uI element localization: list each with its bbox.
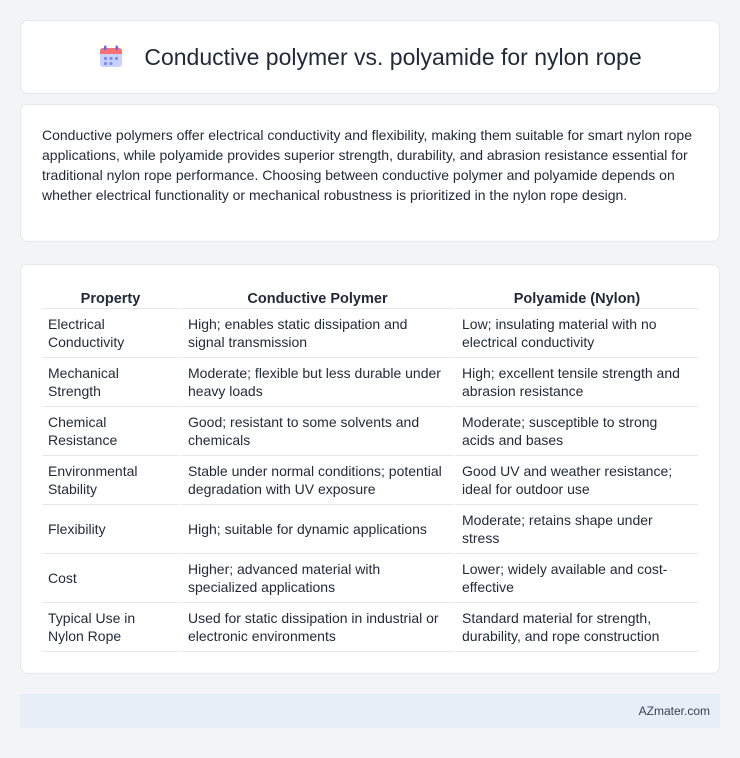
table-row (42, 554, 698, 603)
property-cell: Cost (42, 554, 179, 603)
table-row (42, 456, 698, 505)
header-property: Property (42, 285, 179, 309)
property-cell: Flexibility (42, 505, 179, 554)
summary-text: Conductive polymers offer electrical conductivity and flexibility, making them suitable for smart nylon rope applications, while polyamide provides superior strength, durability, and abrasion resistance essential for traditional nylon rope performance. Choosing between conductive polymer and polyamide depends on whether electrical functionality or mechanical robustness is prioritized in the nylon rope design. (42, 127, 692, 203)
header-polyamide: Polyamide (Nylon) (453, 285, 698, 309)
table-row (42, 603, 698, 652)
conductive-polymer-cell: Good; resistant to some solvents and chemicals (179, 407, 453, 456)
summary-card (20, 104, 720, 242)
comparison-table (42, 285, 698, 652)
table-row (42, 505, 698, 554)
table-row (42, 407, 698, 456)
polyamide-cell: Standard material for strength, durability, and rope construction (453, 603, 698, 652)
property-cell: Electrical Conductivity (42, 309, 179, 358)
property-cell: Chemical Resistance (42, 407, 179, 456)
polyamide-cell: Low; insulating material with no electrical conductivity (453, 309, 698, 358)
conductive-polymer-cell: Stable under normal conditions; potential degradation with UV exposure (179, 456, 453, 505)
property-cell: Environmental Stability (42, 456, 179, 505)
conductive-polymer-cell: High; suitable for dynamic applications (179, 505, 453, 554)
footer-brand: AZmater.com (638, 704, 710, 718)
polyamide-cell: High; excellent tensile strength and abrasion resistance (453, 358, 698, 407)
conductive-polymer-cell: High; enables static dissipation and signal transmission (179, 309, 453, 358)
comparison-table-card (20, 264, 720, 674)
conductive-polymer-cell: Higher; advanced material with specialized applications (179, 554, 453, 603)
header-conductive-polymer: Conductive Polymer (179, 285, 453, 309)
page-title: Conductive polymer vs. polyamide for nylon rope (144, 43, 642, 70)
conductive-polymer-cell: Used for static dissipation in industrial or electronic environments (179, 603, 453, 652)
table-header-row (42, 285, 698, 309)
table-row (42, 309, 698, 358)
property-cell: Typical Use in Nylon Rope (42, 603, 179, 652)
conductive-polymer-cell: Moderate; flexible but less durable under heavy loads (179, 358, 453, 407)
table-row (42, 358, 698, 407)
polyamide-cell: Moderate; susceptible to strong acids and bases (453, 407, 698, 456)
title-card (20, 20, 720, 94)
footer (20, 694, 720, 728)
property-cell: Mechanical Strength (42, 358, 179, 407)
calendar-icon (98, 45, 124, 69)
polyamide-cell: Good UV and weather resistance; ideal for outdoor use (453, 456, 698, 505)
polyamide-cell: Lower; widely available and cost-effective (453, 554, 698, 603)
polyamide-cell: Moderate; retains shape under stress (453, 505, 698, 554)
